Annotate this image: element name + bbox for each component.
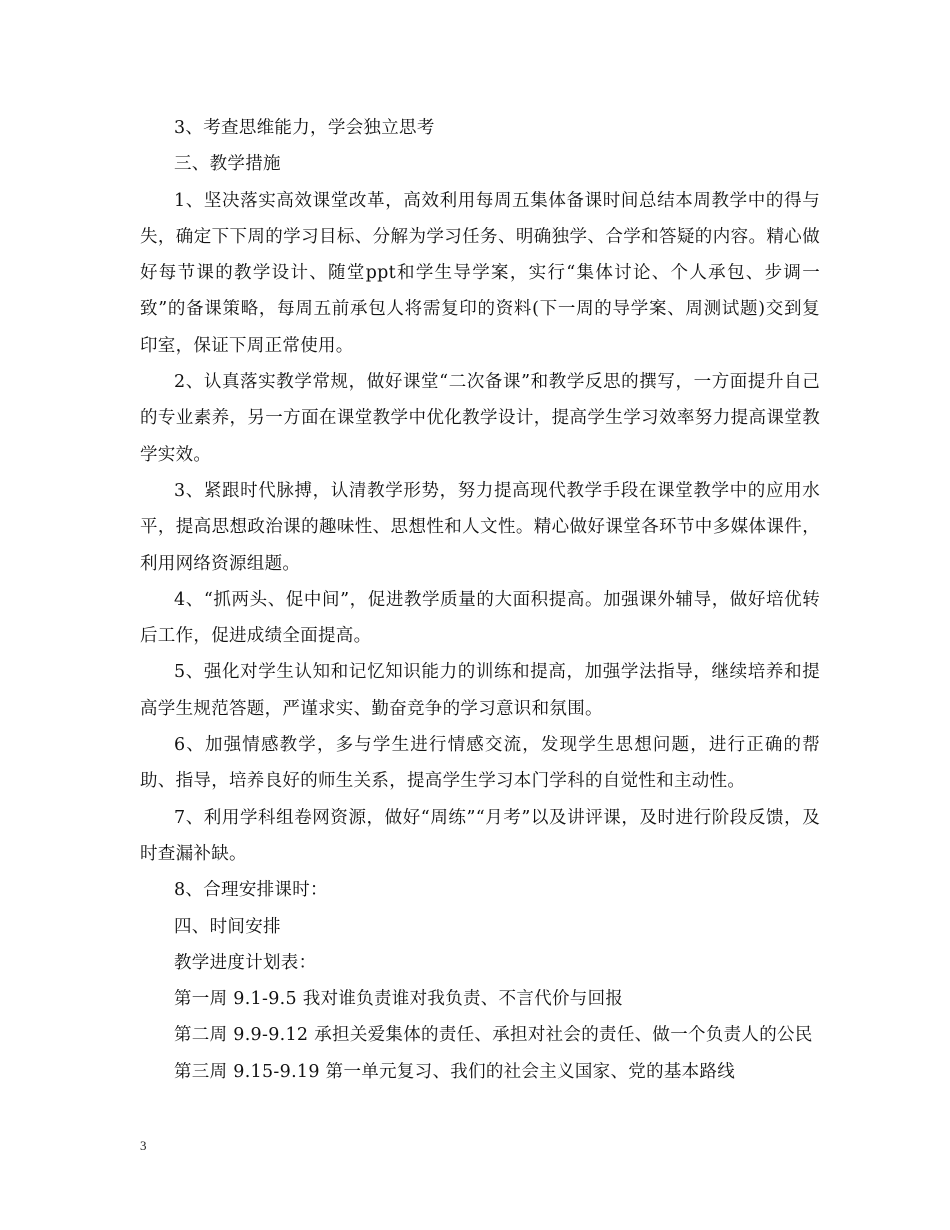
- measure-6-paragraph: 6、加强情感教学，多与学生进行情感交流，发现学生思想问题，进行正确的帮助、指导，培养良好的师生关系，提高学生学习本门学科的自觉性和主动性。: [140, 735, 820, 792]
- measure-7-paragraph: 7、利用学科组卷网资源，做好“周练”“月考”以及讲评课，及时进行阶段反馈，及时查漏补缺。: [140, 807, 820, 864]
- measure-8-paragraph: 8、合理安排课时：: [174, 880, 328, 901]
- measure-5-paragraph: 5、强化对学生认知和记忆知识能力的训练和提高，加强学法指导，继续培养和提高学生规范答题，严谨求实、勤奋竞争的学习意识和氛围。: [140, 662, 820, 719]
- section-heading-schedule: 四、时间安排: [174, 916, 281, 937]
- schedule-week-1: 第一周 9.1-9.5 我对谁负责谁对我负责、不言代价与回报: [174, 989, 624, 1010]
- page-number: 3: [140, 1138, 147, 1153]
- section-heading-teaching-measures: 三、教学措施: [174, 154, 281, 175]
- schedule-week-2: 第二周 9.9-9.12 承担关爱集体的责任、承担对社会的责任、做一个负责人的公民: [174, 1025, 813, 1046]
- schedule-week-3: 第三周 9.15-9.19 第一单元复习、我们的社会主义国家、党的基本路线: [174, 1061, 736, 1082]
- document-body: [140, 110, 820, 1090]
- measure-4-paragraph: 4、“抓两头、促中间”，促进教学质量的大面积提高。加强课外辅导，做好培优转后工作，促进成绩全面提高。: [140, 589, 820, 647]
- objective-3-paragraph: 3、考查思维能力，学会独立思考: [174, 118, 435, 138]
- measure-1-paragraph: 1、坚决落实高效课堂改革，高效利用每周五集体备课时间总结本周教学中的得与失，确定下下周的学习目标、分解为学习任务、明确独学、合学和答疑的内容。精心做好每节课的教学设计、随堂ppt和学生导学案，实行“集体讨论、个人承包、步调一致”的备课策略，每周五前承包人将需复印的资料(下一周的导学案、周测试题)交到复印室，保证下周正常使用。: [140, 190, 820, 356]
- measure-2-paragraph: 2、认真落实教学常规，做好课堂“二次备课”和教学反思的撰写，一方面提升自己的专业素养，另一方面在课堂教学中优化教学设计，提高学生学习效率努力提高课堂教学实效。: [140, 372, 820, 465]
- measure-3-paragraph: 3、紧跟时代脉搏，认清教学形势，努力提高现代教学手段在课堂教学中的应用水平，提高思想政治课的趣味性、思想性和人文性。精心做好课堂各环节中多媒体课件，利用网络资源组题。: [140, 480, 820, 574]
- schedule-table-title: 教学进度计划表：: [174, 952, 317, 973]
